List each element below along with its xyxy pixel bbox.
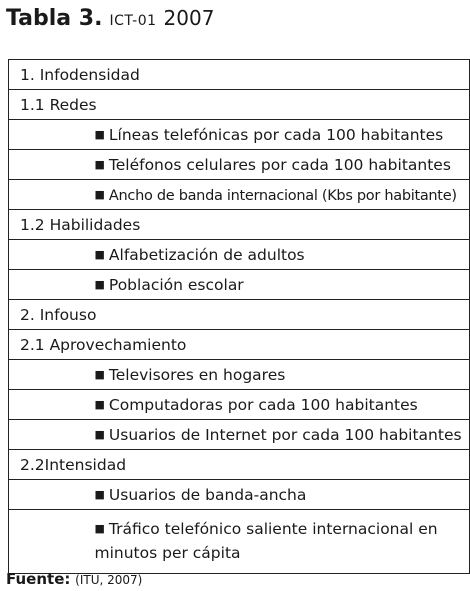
item-label: Tráfico telefónico saliente internacional en minutos per cápita — [94, 520, 438, 562]
item-label: Usuarios de banda-ancha — [108, 485, 307, 504]
table-row — [9, 60, 470, 90]
item-cell — [90, 240, 470, 270]
table-row — [9, 480, 470, 510]
item-label: Teléfonos celulares por cada 100 habitantes — [108, 155, 451, 174]
bullet-icon: ■ — [94, 157, 105, 171]
item-cell — [90, 510, 470, 574]
table-title-year: 2007 — [163, 6, 215, 30]
source-citation: (ITU, 2007) — [75, 573, 143, 587]
bullet-icon: ■ — [94, 522, 105, 535]
indent-cell — [9, 150, 90, 180]
table-row — [9, 240, 470, 270]
item-cell — [90, 360, 470, 390]
table-row — [9, 150, 470, 180]
table-row — [9, 510, 470, 574]
item-label: Usuarios de Internet por cada 100 habitantes — [108, 425, 462, 444]
indent-cell — [9, 420, 90, 450]
indent-cell — [9, 360, 90, 390]
section-redes: 1.1 Redes — [9, 90, 470, 120]
section-habilidades: 1.2 Habilidades — [9, 210, 470, 240]
indent-cell — [9, 270, 90, 300]
table-row — [9, 120, 470, 150]
table-row — [9, 90, 470, 120]
bullet-icon: ■ — [94, 187, 105, 201]
item-label: Televisores en hogares — [108, 365, 286, 384]
table-row — [9, 270, 470, 300]
section-infodensidad: 1. Infodensidad — [9, 60, 470, 90]
bullet-icon: ■ — [94, 397, 105, 411]
table-title-code: ICT-01 — [109, 13, 157, 29]
indent-cell — [9, 390, 90, 420]
table-title — [6, 6, 214, 31]
bullet-icon: ■ — [94, 427, 105, 441]
table-row — [9, 420, 470, 450]
item-cell — [90, 180, 470, 210]
bullet-icon: ■ — [94, 247, 105, 261]
item-cell — [90, 120, 470, 150]
source-label: Fuente: — [6, 570, 71, 588]
bullet-icon: ■ — [94, 277, 105, 291]
item-label: Alfabetización de adultos — [108, 245, 305, 264]
table-row — [9, 300, 470, 330]
table-row — [9, 330, 470, 360]
bullet-icon: ■ — [94, 127, 105, 141]
indent-cell — [9, 240, 90, 270]
source-note — [6, 570, 142, 588]
item-cell — [90, 420, 470, 450]
item-cell — [90, 390, 470, 420]
item-label: Líneas telefónicas por cada 100 habitantes — [108, 125, 444, 144]
item-label: Población escolar — [108, 275, 244, 294]
table-title-prefix: Tabla 3. — [6, 6, 103, 31]
indent-cell — [9, 120, 90, 150]
bullet-icon: ■ — [94, 367, 105, 381]
table-row — [9, 390, 470, 420]
indent-cell — [9, 510, 90, 574]
indent-cell — [9, 180, 90, 210]
item-label: Ancho de banda internacional (Kbs por habitante) — [108, 187, 457, 204]
indent-cell — [9, 480, 90, 510]
section-infouso: 2. Infouso — [9, 300, 470, 330]
table-row — [9, 180, 470, 210]
item-label: Computadoras por cada 100 habitantes — [108, 395, 418, 414]
table-row — [9, 210, 470, 240]
item-cell — [90, 150, 470, 180]
section-aprovechamiento: 2.1 Aprovechamiento — [9, 330, 470, 360]
table-row — [9, 450, 470, 480]
item-cell — [90, 480, 470, 510]
table-row — [9, 360, 470, 390]
indicator-table — [8, 59, 470, 574]
bullet-icon: ■ — [94, 487, 105, 501]
item-cell — [90, 270, 470, 300]
section-intensidad: 2.2Intensidad — [9, 450, 470, 480]
